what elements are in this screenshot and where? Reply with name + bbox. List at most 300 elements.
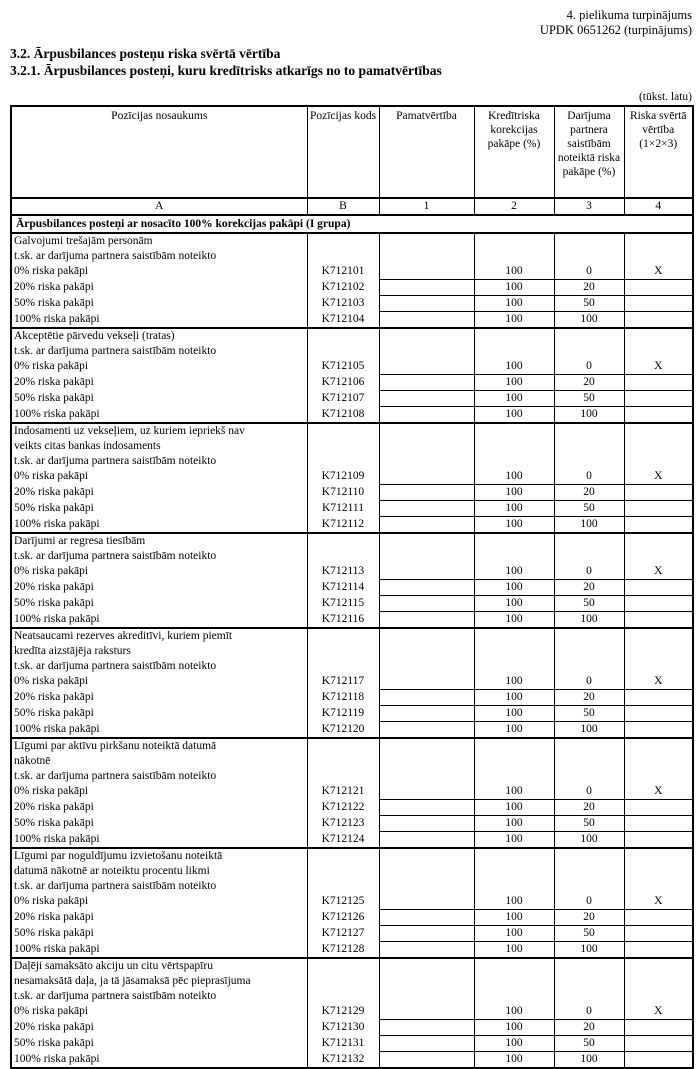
risk-weighted-cell xyxy=(624,233,693,249)
base-value-cell xyxy=(379,391,474,407)
partner-risk-cell: 0 xyxy=(554,359,624,375)
partner-risk-cell: 100 xyxy=(554,312,624,329)
position-code-cell xyxy=(307,439,379,454)
risk-weighted-cell: X xyxy=(624,359,693,375)
position-name-cell: Daļēji samaksāto akciju un citu vērtspapīru xyxy=(14,960,213,972)
risk-weighted-cell xyxy=(624,328,693,344)
credit-correction-cell xyxy=(474,958,554,974)
credit-correction-cell: 100 xyxy=(474,832,554,849)
position-code-cell xyxy=(307,454,379,469)
risk-weighted-cell xyxy=(624,832,693,849)
credit-correction-cell: 100 xyxy=(474,501,554,517)
partner-risk-cell xyxy=(554,249,624,264)
position-code-cell xyxy=(307,644,379,659)
position-code-cell: K712122 xyxy=(307,800,379,816)
base-value-cell xyxy=(379,738,474,754)
risk-weighted-cell xyxy=(624,454,693,469)
credit-correction-cell xyxy=(474,644,554,659)
position-code-cell xyxy=(307,249,379,264)
risk-weighted-cell xyxy=(624,1036,693,1052)
updk-code-line: UPDK 0651262 (turpinājums) xyxy=(539,23,692,37)
partner-risk-cell: 20 xyxy=(554,580,624,596)
position-code-cell: K712118 xyxy=(307,690,379,706)
partner-risk-cell xyxy=(554,233,624,249)
base-value-cell xyxy=(379,784,474,800)
header-risk-weighted: Riska svērtā vērtība (1×2×3) xyxy=(624,106,693,198)
base-value-cell xyxy=(379,659,474,674)
position-name-cell: datumā nākotnē ar noteiktu procentu likmi xyxy=(14,865,210,877)
base-value-cell xyxy=(379,596,474,612)
credit-correction-cell xyxy=(474,423,554,439)
position-code-cell: K712123 xyxy=(307,816,379,832)
base-value-cell xyxy=(379,249,474,264)
position-name-cell: t.sk. ar darījuma partnera saistībām noteikto xyxy=(14,550,217,562)
partner-risk-cell xyxy=(554,864,624,879)
risk-weighted-cell xyxy=(624,864,693,879)
partner-risk-cell xyxy=(554,879,624,894)
position-code-cell: K712104 xyxy=(307,312,379,329)
base-value-cell xyxy=(379,264,474,280)
base-value-cell xyxy=(379,800,474,816)
position-code-cell: K712106 xyxy=(307,375,379,391)
credit-correction-cell xyxy=(474,659,554,674)
position-name-cell: 0% riska pakāpi xyxy=(14,360,89,372)
base-value-cell xyxy=(379,1020,474,1036)
table-row xyxy=(11,674,693,690)
risk-weighted-cell: X xyxy=(624,1004,693,1020)
position-code-cell xyxy=(307,549,379,564)
section-titles xyxy=(10,45,692,79)
position-name-cell: 20% riska pakāpi xyxy=(14,485,94,498)
header-credit-correction: Kredītriska korekcijas pakāpe (%) xyxy=(474,106,554,198)
subnote-row xyxy=(11,879,693,894)
base-value-cell xyxy=(379,674,474,690)
position-code-cell xyxy=(307,879,379,894)
partner-risk-cell xyxy=(554,439,624,454)
partner-risk-cell xyxy=(554,628,624,644)
partner-risk-cell: 100 xyxy=(554,722,624,739)
position-name-cell: t.sk. ar darījuma partnera saistībām noteikto xyxy=(14,345,217,357)
base-value-cell xyxy=(379,832,474,849)
position-name-cell: Līgumi par noguldījumu izvietošanu noteiktā xyxy=(14,850,223,862)
partner-risk-cell xyxy=(554,423,624,439)
position-code-cell: K712124 xyxy=(307,832,379,849)
risk-weighted-cell xyxy=(624,312,693,329)
table-row xyxy=(11,612,693,629)
table-row xyxy=(11,894,693,910)
table-row xyxy=(11,1036,693,1052)
position-name-cell: t.sk. ar darījuma partnera saistībām noteikto xyxy=(14,250,217,262)
position-name-cell: t.sk. ar darījuma partnera saistībām noteikto xyxy=(14,660,217,672)
subnote-row xyxy=(11,454,693,469)
base-value-cell xyxy=(379,312,474,329)
credit-correction-cell: 100 xyxy=(474,312,554,329)
base-value-cell xyxy=(379,926,474,942)
credit-correction-cell xyxy=(474,328,554,344)
partner-risk-cell: 0 xyxy=(554,469,624,485)
credit-correction-cell xyxy=(474,769,554,784)
risk-weighted-cell xyxy=(624,596,693,612)
risk-weighted-cell xyxy=(624,769,693,784)
partner-risk-cell: 100 xyxy=(554,612,624,629)
position-name-cell: 100% riska pakāpi xyxy=(11,312,307,329)
position-name-cell: t.sk. ar darījuma partnera saistībām noteikto xyxy=(14,455,217,467)
partner-risk-cell: 20 xyxy=(554,910,624,926)
credit-correction-cell xyxy=(474,864,554,879)
credit-correction-cell: 100 xyxy=(474,910,554,926)
position-code-cell: K712103 xyxy=(307,296,379,312)
risk-weighted-cell xyxy=(624,816,693,832)
section-title-row xyxy=(11,423,693,439)
position-name-cell: veikts citas bankas indosaments xyxy=(14,440,161,452)
table-row xyxy=(11,942,693,959)
position-code-cell: K712131 xyxy=(307,1036,379,1052)
table-row xyxy=(11,706,693,722)
credit-correction-cell: 100 xyxy=(474,485,554,501)
base-value-cell xyxy=(379,864,474,879)
partner-risk-cell xyxy=(554,659,624,674)
position-code-cell: K712130 xyxy=(307,1020,379,1036)
risk-weighted-cell: X xyxy=(624,894,693,910)
credit-correction-cell xyxy=(474,439,554,454)
table-row xyxy=(11,359,693,375)
base-value-cell xyxy=(379,1004,474,1020)
partner-risk-cell: 0 xyxy=(554,264,624,280)
risk-weighted-cell xyxy=(624,722,693,739)
col-letter-4: 4 xyxy=(624,198,693,215)
base-value-cell xyxy=(379,423,474,439)
risk-weighted-cell xyxy=(624,926,693,942)
partner-risk-cell: 50 xyxy=(554,596,624,612)
position-code-cell xyxy=(307,738,379,754)
partner-risk-cell: 50 xyxy=(554,1036,624,1052)
position-code-cell: K712112 xyxy=(307,517,379,534)
subnote-row xyxy=(11,249,693,264)
position-name-cell: 20% riska pakāpi xyxy=(14,280,94,293)
position-code-cell: K712125 xyxy=(307,894,379,910)
credit-correction-cell: 100 xyxy=(474,706,554,722)
credit-correction-cell: 100 xyxy=(474,391,554,407)
position-code-cell xyxy=(307,628,379,644)
subnote-row xyxy=(11,769,693,784)
risk-weighted-cell xyxy=(624,848,693,864)
risk-weighted-cell xyxy=(624,706,693,722)
credit-correction-cell: 100 xyxy=(474,1052,554,1069)
risk-weighted-cell xyxy=(624,375,693,391)
base-value-cell xyxy=(379,564,474,580)
credit-correction-cell: 100 xyxy=(474,596,554,612)
partner-risk-cell: 50 xyxy=(554,296,624,312)
position-code-cell: K712110 xyxy=(307,485,379,501)
section-title-row xyxy=(11,974,693,989)
base-value-cell xyxy=(379,469,474,485)
section-title-row xyxy=(11,328,693,344)
base-value-cell xyxy=(379,501,474,517)
base-value-cell xyxy=(379,549,474,564)
position-code-cell xyxy=(307,769,379,784)
risk-weighted-cell: X xyxy=(624,264,693,280)
risk-weighted-cell: X xyxy=(624,784,693,800)
position-name-cell: 100% riska pakāpi xyxy=(11,942,307,959)
credit-correction-cell xyxy=(474,628,554,644)
position-code-cell: K712114 xyxy=(307,580,379,596)
base-value-cell xyxy=(379,942,474,959)
base-value-cell xyxy=(379,533,474,549)
partner-risk-cell xyxy=(554,958,624,974)
position-code-cell xyxy=(307,848,379,864)
base-value-cell xyxy=(379,280,474,296)
risk-weighted-cell xyxy=(624,974,693,989)
base-value-cell xyxy=(379,690,474,706)
credit-correction-cell: 100 xyxy=(474,1020,554,1036)
position-name-cell: 50% riska pakāpi xyxy=(14,501,94,514)
partner-risk-cell xyxy=(554,344,624,359)
header-position-code: Pozīcijas kods xyxy=(307,106,379,198)
base-value-cell xyxy=(379,1052,474,1069)
header-labels-row xyxy=(11,106,693,198)
position-name-cell: t.sk. ar darījuma partnera saistībām noteikto xyxy=(14,990,217,1002)
position-code-cell: K712116 xyxy=(307,612,379,629)
credit-correction-cell: 100 xyxy=(474,407,554,424)
base-value-cell xyxy=(379,754,474,769)
base-value-cell xyxy=(379,344,474,359)
position-name-cell: 50% riska pakāpi xyxy=(14,1036,94,1049)
base-value-cell xyxy=(379,359,474,375)
position-name-cell: kredīta aizstājēja raksturs xyxy=(14,645,131,657)
risk-weighted-cell xyxy=(624,533,693,549)
table-row xyxy=(11,296,693,312)
credit-correction-cell xyxy=(474,754,554,769)
risk-weighted-cell xyxy=(624,423,693,439)
position-name-cell: 20% riska pakāpi xyxy=(14,580,94,593)
risk-weighted-cell xyxy=(624,1052,693,1069)
risk-weighted-cell xyxy=(624,344,693,359)
partner-risk-cell: 0 xyxy=(554,564,624,580)
section-title-3-2-1: 3.2.1. Ārpusbilances posteņi, kuru kredītrisks atkarīgs no to pamatvērtības xyxy=(10,63,442,78)
position-name-cell: nākotnē xyxy=(14,755,51,767)
position-name-cell: 20% riska pakāpi xyxy=(14,690,94,703)
partner-risk-cell: 20 xyxy=(554,800,624,816)
position-name-cell: 50% riska pakāpi xyxy=(14,391,94,404)
partner-risk-cell: 20 xyxy=(554,485,624,501)
risk-weighted-cell xyxy=(624,485,693,501)
partner-risk-cell: 100 xyxy=(554,942,624,959)
position-name-cell: 0% riska pakāpi xyxy=(14,895,89,907)
risk-weighted-cell xyxy=(624,296,693,312)
partner-risk-cell xyxy=(554,328,624,344)
table-row xyxy=(11,517,693,534)
position-name-cell: 0% riska pakāpi xyxy=(14,565,89,577)
credit-correction-cell xyxy=(474,549,554,564)
position-name-cell: 50% riska pakāpi xyxy=(14,596,94,609)
partner-risk-cell: 100 xyxy=(554,517,624,534)
position-code-cell xyxy=(307,328,379,344)
risk-weighted-cell xyxy=(624,659,693,674)
position-name-cell: Līgumi par aktīvu pirkšanu noteiktā datumā xyxy=(14,740,217,752)
partner-risk-cell: 20 xyxy=(554,690,624,706)
credit-correction-cell xyxy=(474,233,554,249)
position-code-cell: K712102 xyxy=(307,280,379,296)
risk-weighted-cell xyxy=(624,407,693,424)
position-name-cell: t.sk. ar darījuma partnera saistībām noteikto xyxy=(14,880,217,892)
credit-correction-cell xyxy=(474,249,554,264)
risk-weighted-cell xyxy=(624,628,693,644)
position-name-cell: 100% riska pakāpi xyxy=(11,722,307,739)
partner-risk-cell: 50 xyxy=(554,501,624,517)
partner-risk-cell: 20 xyxy=(554,280,624,296)
table-row xyxy=(11,407,693,424)
partner-risk-cell: 0 xyxy=(554,674,624,690)
table-row xyxy=(11,816,693,832)
partner-risk-cell xyxy=(554,549,624,564)
base-value-cell xyxy=(379,485,474,501)
table-row xyxy=(11,800,693,816)
base-value-cell xyxy=(379,769,474,784)
partner-risk-cell: 100 xyxy=(554,832,624,849)
position-code-cell xyxy=(307,233,379,249)
risk-weighted-cell xyxy=(624,989,693,1004)
partner-risk-cell xyxy=(554,533,624,549)
credit-correction-cell: 100 xyxy=(474,375,554,391)
position-name-cell: Indosamenti uz vekseļiem, uz kuriem iepriekš nav xyxy=(14,425,245,437)
base-value-cell xyxy=(379,612,474,629)
risk-weighted-cell xyxy=(624,517,693,534)
credit-correction-cell: 100 xyxy=(474,722,554,739)
position-code-cell: K712109 xyxy=(307,469,379,485)
credit-correction-cell: 100 xyxy=(474,469,554,485)
position-code-cell xyxy=(307,533,379,549)
base-value-cell xyxy=(379,375,474,391)
credit-correction-cell: 100 xyxy=(474,784,554,800)
partner-risk-cell: 100 xyxy=(554,407,624,424)
section-title-row xyxy=(11,754,693,769)
position-name-cell: Akceptētie pārvedu vekseļi (tratas) xyxy=(14,330,175,342)
base-value-cell xyxy=(379,974,474,989)
column-letters-row xyxy=(11,198,693,215)
credit-correction-cell: 100 xyxy=(474,264,554,280)
table-header xyxy=(11,106,693,215)
credit-correction-cell: 100 xyxy=(474,926,554,942)
position-name-cell: 0% riska pakāpi xyxy=(14,785,89,797)
section-title-row xyxy=(11,848,693,864)
section-title-row xyxy=(11,644,693,659)
table-row xyxy=(11,485,693,501)
credit-correction-cell xyxy=(474,344,554,359)
partner-risk-cell: 50 xyxy=(554,706,624,722)
position-code-cell: K712119 xyxy=(307,706,379,722)
position-code-cell: K712121 xyxy=(307,784,379,800)
subnote-row xyxy=(11,344,693,359)
risk-weighted-cell xyxy=(624,249,693,264)
risk-weighted-cell: X xyxy=(624,674,693,690)
position-code-cell xyxy=(307,974,379,989)
position-code-cell: K712113 xyxy=(307,564,379,580)
col-letter-2: 2 xyxy=(474,198,554,215)
section-title-3-2: 3.2. Ārpusbilances posteņu riska svērtā vērtība xyxy=(10,46,281,61)
risk-weighted-cell xyxy=(624,280,693,296)
partner-risk-cell xyxy=(554,974,624,989)
credit-correction-cell: 100 xyxy=(474,800,554,816)
table-row xyxy=(11,501,693,517)
risk-weighted-cell xyxy=(624,738,693,754)
partner-risk-cell xyxy=(554,848,624,864)
base-value-cell xyxy=(379,517,474,534)
section-title-row xyxy=(11,533,693,549)
table-row xyxy=(11,596,693,612)
position-name-cell: 0% riska pakāpi xyxy=(14,675,89,687)
partner-risk-cell: 50 xyxy=(554,391,624,407)
table-row xyxy=(11,722,693,739)
risk-weighted-cell: X xyxy=(624,564,693,580)
table-row xyxy=(11,564,693,580)
section-title-row xyxy=(11,233,693,249)
position-name-cell: 20% riska pakāpi xyxy=(14,375,94,388)
appendix-continuation-line: 4. pielikuma turpinājums xyxy=(566,8,692,22)
section-title-row xyxy=(11,439,693,454)
table-row xyxy=(11,832,693,849)
credit-correction-cell xyxy=(474,454,554,469)
base-value-cell xyxy=(379,910,474,926)
subnote-row xyxy=(11,549,693,564)
base-value-cell xyxy=(379,706,474,722)
credit-correction-cell: 100 xyxy=(474,359,554,375)
table-body xyxy=(11,215,693,1068)
position-code-cell: K712127 xyxy=(307,926,379,942)
base-value-cell xyxy=(379,816,474,832)
risk-weighted-cell xyxy=(624,644,693,659)
position-name-cell: Galvojumi trešajām personām xyxy=(14,235,153,247)
risk-weighted-cell xyxy=(624,690,693,706)
credit-correction-cell: 100 xyxy=(474,296,554,312)
position-code-cell: K712107 xyxy=(307,391,379,407)
credit-correction-cell: 100 xyxy=(474,564,554,580)
risk-weighted-cell xyxy=(624,958,693,974)
section-title-row xyxy=(11,864,693,879)
partner-risk-cell xyxy=(554,769,624,784)
partner-risk-cell: 50 xyxy=(554,816,624,832)
base-value-cell xyxy=(379,879,474,894)
table-row xyxy=(11,375,693,391)
table-row xyxy=(11,910,693,926)
position-code-cell: K712115 xyxy=(307,596,379,612)
position-code-cell: K712132 xyxy=(307,1052,379,1069)
base-value-cell xyxy=(379,722,474,739)
col-letter-a: A xyxy=(11,198,307,215)
partner-risk-cell xyxy=(554,454,624,469)
group-header-row xyxy=(11,215,693,233)
header-base-value: Pamatvērtība xyxy=(379,106,474,198)
risk-weighted-cell xyxy=(624,910,693,926)
partner-risk-cell xyxy=(554,989,624,1004)
position-name-cell: 0% riska pakāpi xyxy=(14,265,89,277)
risk-weighted-value-table xyxy=(10,105,694,1069)
table-row xyxy=(11,1052,693,1069)
position-name-cell: Darījumi ar regresa tiesībām xyxy=(14,535,146,547)
risk-weighted-cell xyxy=(624,439,693,454)
partner-risk-cell: 20 xyxy=(554,1020,624,1036)
partner-risk-cell: 0 xyxy=(554,894,624,910)
credit-correction-cell: 100 xyxy=(474,894,554,910)
position-name-cell: 100% riska pakāpi xyxy=(11,832,307,849)
col-letter-b: B xyxy=(307,198,379,215)
risk-weighted-cell xyxy=(624,391,693,407)
risk-weighted-cell xyxy=(624,879,693,894)
table-row xyxy=(11,1004,693,1020)
risk-weighted-cell xyxy=(624,612,693,629)
partner-risk-cell: 0 xyxy=(554,784,624,800)
section-title-row xyxy=(11,738,693,754)
credit-correction-cell xyxy=(474,533,554,549)
